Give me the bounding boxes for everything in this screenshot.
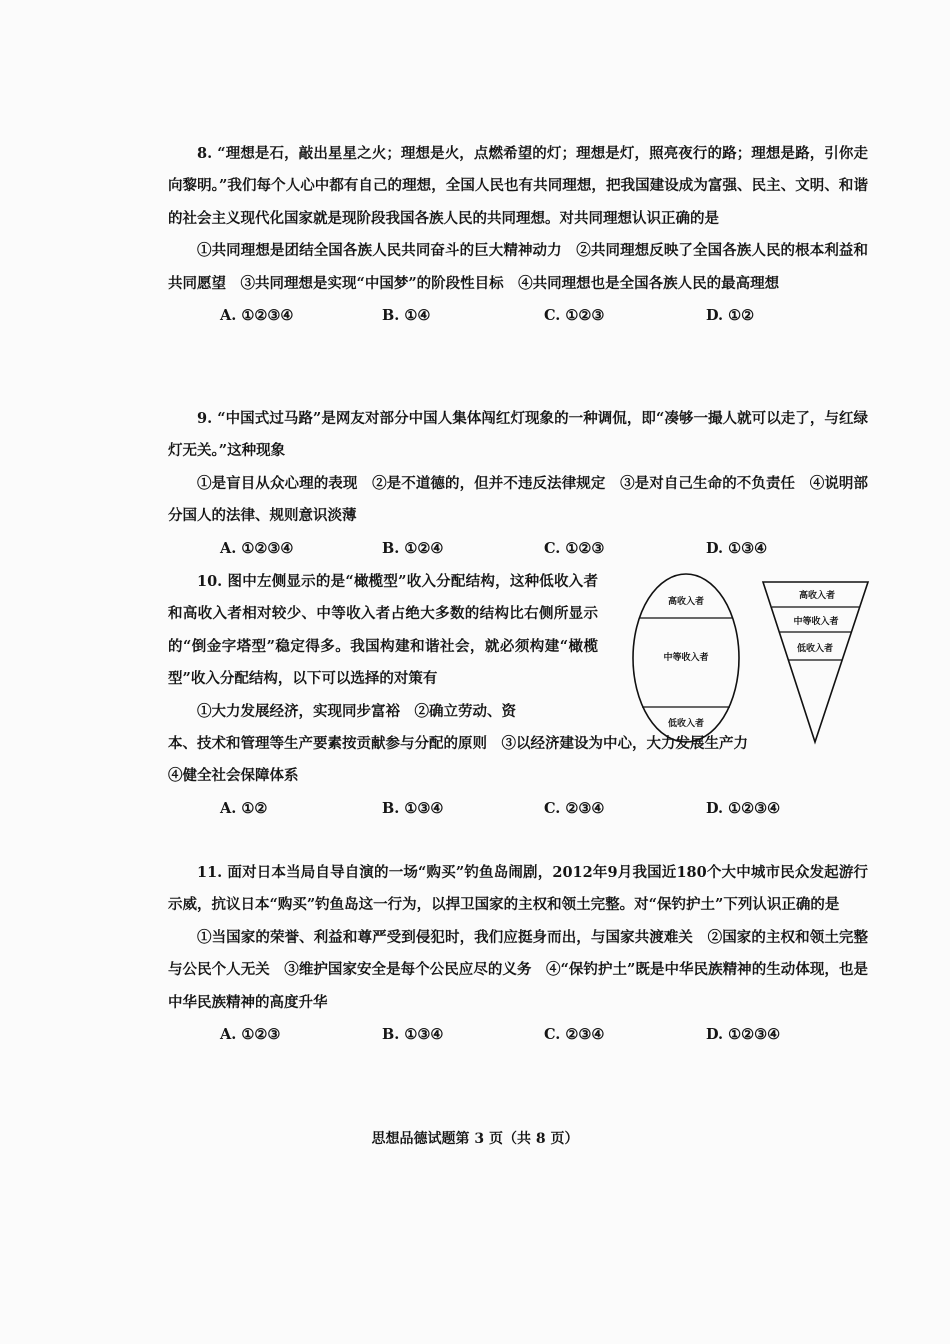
question-11 <box>168 857 868 1051</box>
option-c[interactable]: C. ①②③ <box>544 539 605 557</box>
olive-low-label: 低收入者 <box>667 719 705 729</box>
question-8-statements: ①共同理想是团结全国各族人民共同奋斗的巨大精神动力 ②共同理想反映了全国各族人民的根本利益和共同愿望 ③共同理想是实现“中国梦”的阶段性目标 ④共同理想也是全国各族人民的最高理想 <box>168 242 868 292</box>
question-9-options <box>220 533 868 565</box>
question-8 <box>168 138 868 332</box>
question-8-options <box>220 300 868 332</box>
question-10-options <box>220 793 868 825</box>
pyramid-low-label: 低收入者 <box>796 644 834 654</box>
question-11-stem: 11. 面对日本当局自导自演的一场“购买”钓鱼岛闹剧，2012年9月我国近180个大中城市民众发起游行示威，抗议日本“购买”钓鱼岛这一行为，以捍卫国家的主权和领土完整。对“保钓护土”下列认识正确的是 <box>168 864 868 914</box>
question-9-statements: ①是盲目从众心理的表现 ②是不道德的，但并不违反法律规定 ③是对自己生命的不负责任 ④说明部分国人的法律、规则意识淡薄 <box>168 474 868 525</box>
income-distribution-figure <box>628 572 873 747</box>
option-d[interactable]: D. ①③④ <box>706 539 768 557</box>
page-footer: 思想品德试题第 3 页（共 8 页） <box>371 1131 579 1147</box>
pyramid-middle-label: 中等收入者 <box>793 617 839 627</box>
option-c[interactable]: C. ②③④ <box>544 1026 605 1044</box>
question-8-stem: 8. “理想是石，敲出星星之火；理想是火，点燃希望的灯；理想是灯，照亮夜行的路；理想是路，引你走向黎明。”我们每个人心中都有自己的理想，全国人民也有共同理想，把我国建设成为富强、民主、文明、和谐的社会主义现代化国家就是现阶段我国各族人民的共同理想。对共同理想认识正确的是 <box>168 145 868 227</box>
option-c[interactable]: C. ②③④ <box>544 799 605 817</box>
option-b[interactable]: B. ①③④ <box>382 799 444 817</box>
option-b[interactable]: B. ①③④ <box>382 1026 444 1044</box>
option-a[interactable]: A. ①②③ <box>220 1026 281 1044</box>
pyramid-outline <box>763 582 868 742</box>
option-c[interactable]: C. ①②③ <box>544 307 605 325</box>
option-b[interactable]: B. ①④ <box>382 307 431 325</box>
olive-middle-label: 中等收入者 <box>663 653 709 663</box>
pyramid-high-label: 高收入者 <box>798 591 836 601</box>
option-a[interactable]: A. ①②③④ <box>220 539 294 557</box>
question-10-statements-rest: 本、技术和管理等生产要素按贡献参与分配的原则 ③以经济建设为中心，大力发展生产力 <box>168 735 748 753</box>
question-10-stem: 10. 图中左侧显示的是“橄榄型”收入分配结构，这种低收入者和高收入者相对较少、中等收入者占绝大多数的结构比右侧所显示的“倒金字塔型”稳定得多。我国构建和谐社会，就必须构建“橄榄型”收入分配结构，以下可以选择的对策有 <box>168 573 598 688</box>
question-10-statements-start: ①大力发展经济，实现同步富裕 ②确立劳动、资 <box>197 702 516 720</box>
option-b[interactable]: B. ①②④ <box>382 539 444 557</box>
option-d[interactable]: D. ①②③④ <box>706 1026 781 1044</box>
question-9-stem: 9. “中国式过马路”是网友对部分中国人集体闯红灯现象的一种调侃，即“凑够一撮人就可以走了，与红绿灯无关。”这种现象 <box>168 410 868 460</box>
option-a[interactable]: A. ①② <box>220 799 268 817</box>
question-9 <box>168 403 868 565</box>
question-10-statements-last: ④健全社会保障体系 <box>168 767 299 785</box>
olive-high-label: 高收入者 <box>667 597 705 607</box>
question-11-statements: ①当国家的荣誉、利益和尊严受到侵犯时，我们应挺身而出，与国家共渡难关 ②国家的主权和领土完整与公民个人无关 ③维护国家安全是每个公民应尽的义务 ④“保钓护土”既是中华民族精神的生动体现，也是中华民族精神的高度升华 <box>168 928 868 1011</box>
question-11-options <box>220 1019 868 1051</box>
option-d[interactable]: D. ①②③④ <box>706 799 781 817</box>
olive-shape <box>633 574 739 742</box>
option-d[interactable]: D. ①② <box>706 307 755 325</box>
option-a[interactable]: A. ①②③④ <box>220 307 294 325</box>
inverted-pyramid-shape <box>763 582 868 742</box>
